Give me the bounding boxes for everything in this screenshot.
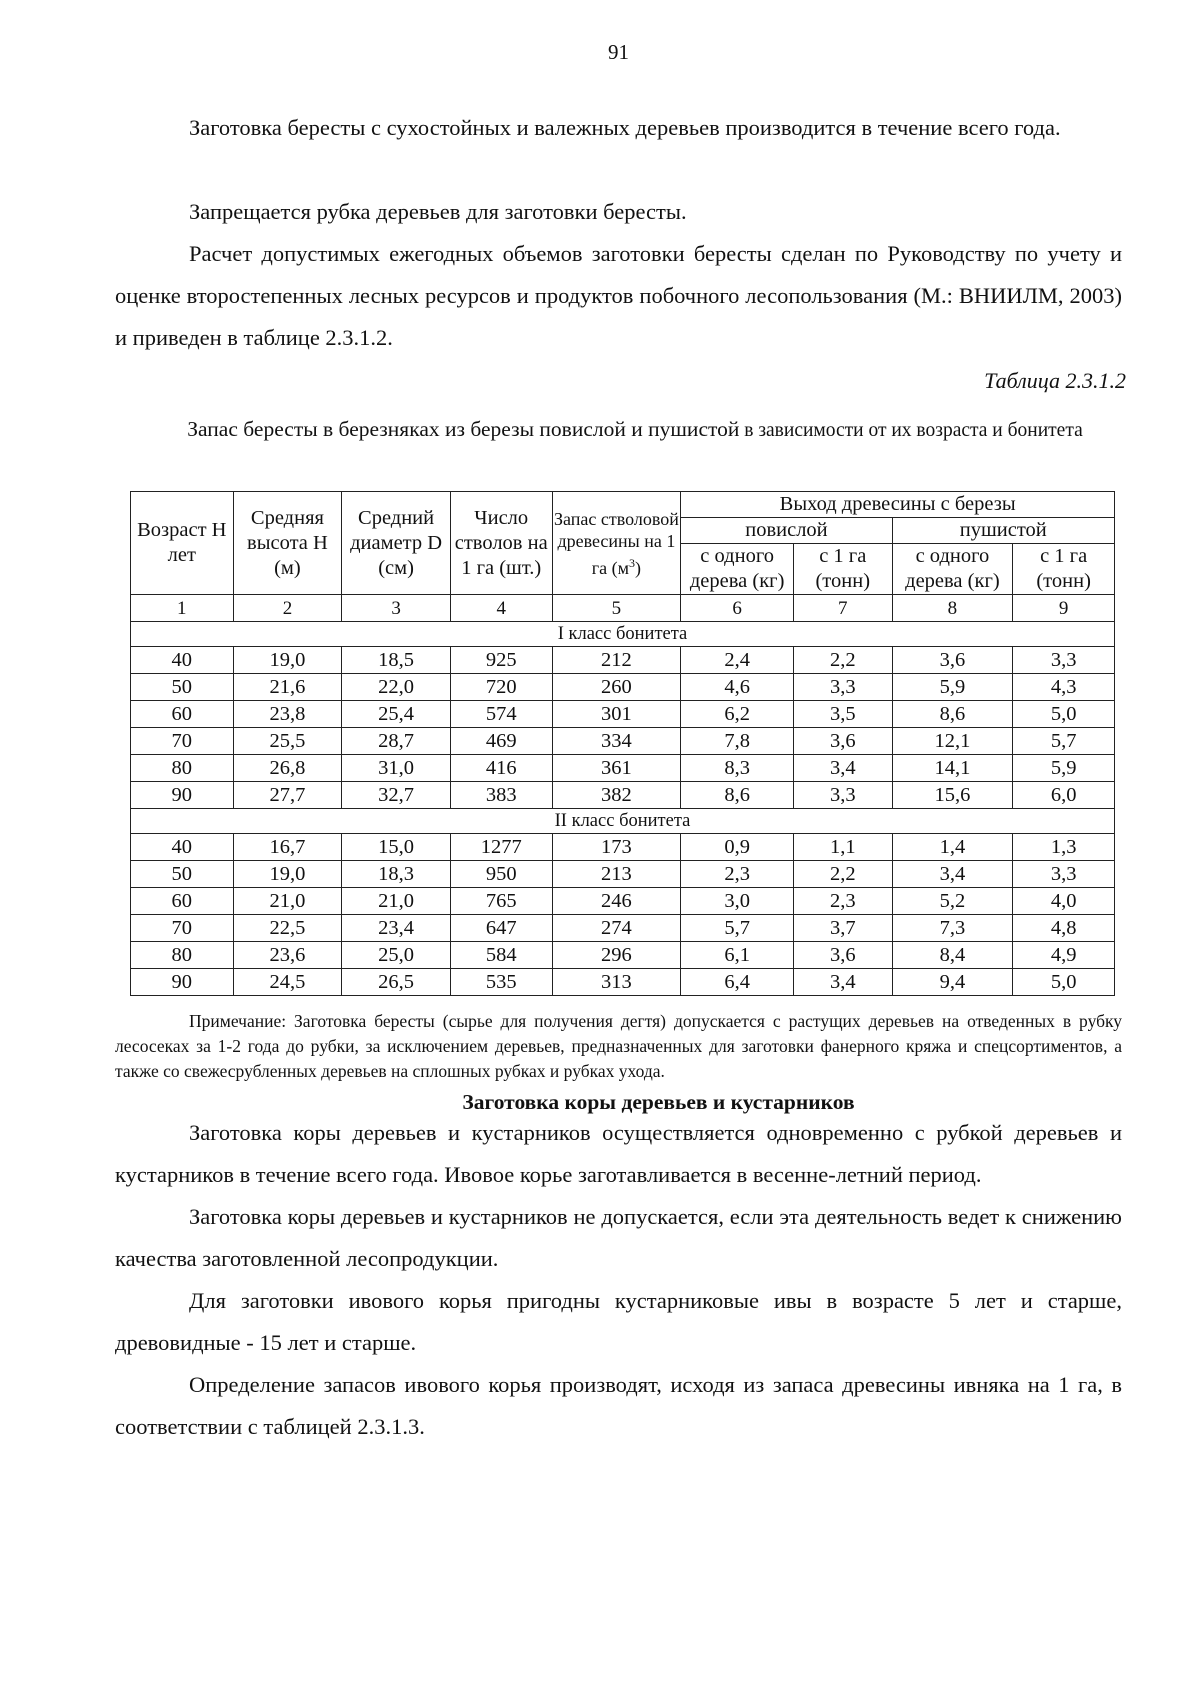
table-cell: 23,4: [342, 915, 451, 942]
table-cell: 23,6: [233, 942, 342, 969]
table-cell: 5,0: [1013, 701, 1115, 728]
table-cell: 2,2: [793, 861, 892, 888]
table-cell: 6,1: [681, 942, 794, 969]
table-cell: 334: [552, 728, 681, 755]
table-cell: 720: [450, 674, 552, 701]
table-row: [131, 915, 1115, 942]
header-stem-wood-stock-superscript: 3: [629, 555, 636, 570]
table-caption: [155, 408, 1115, 452]
table-cell: 26,8: [233, 755, 342, 782]
table-row: [131, 969, 1115, 996]
table-cell: 3,3: [1013, 861, 1115, 888]
paragraph-calculation-source: Расчет допустимых ежегодных объемов заготовки бересты сделан по Руководству по учету и оценке второстепенных лесных ресурсов и продуктов побочного лесопользования (М.: ВНИИЛМ, 2003) и приведен в таблице 2.3.1.2.: [115, 241, 1122, 350]
table-cell: 382: [552, 782, 681, 809]
table-cell: 3,0: [681, 888, 794, 915]
table-cell: 0,9: [681, 834, 794, 861]
table-cell: 22,0: [342, 674, 451, 701]
table-caption-tail: в зависимости от их возраста и бонитета: [739, 420, 1083, 441]
table-cell: 950: [450, 861, 552, 888]
header-pendula-per-ha: с 1 га (тонн): [793, 544, 892, 595]
table-cell: 584: [450, 942, 552, 969]
table-cell: 6,0: [1013, 782, 1115, 809]
header-age: Возраст Н лет: [131, 492, 234, 595]
table-cell: 5,0: [1013, 969, 1115, 996]
header-average-height: Средняя высота Н (м): [233, 492, 342, 595]
table-cell: 5,7: [1013, 728, 1115, 755]
paragraph-willow-age: Для заготовки ивового корья пригодны кустарниковые ивы в возрасте 5 лет и старше, древовидные - 15 лет и старше.: [115, 1288, 1122, 1355]
table-cell: 260: [552, 674, 681, 701]
table-cell: 40: [131, 834, 234, 861]
table-cell: 3,6: [892, 647, 1013, 674]
table-cell: 3,6: [793, 942, 892, 969]
header-pendula: повислой: [681, 518, 892, 544]
table-cell: 25,4: [342, 701, 451, 728]
table-label: Таблица 2.3.1.2: [984, 368, 1126, 393]
table-cell: 90: [131, 782, 234, 809]
table-cell: 50: [131, 674, 234, 701]
table-cell: 27,7: [233, 782, 342, 809]
table-cell: 3,4: [892, 861, 1013, 888]
paragraph-bark-harvest-timing: Заготовка коры деревьев и кустарников осуществляется одновременно с рубкой деревьев и кустарников в течение всего года. Ивовое корье заготавливается в весенне-летний период.: [115, 1120, 1122, 1187]
table-row: [131, 755, 1115, 782]
table-cell: 3,4: [793, 755, 892, 782]
site-class-row: [131, 809, 1115, 834]
section-heading: Заготовка коры деревьев и кустарников: [462, 1090, 855, 1114]
table-cell: 32,7: [342, 782, 451, 809]
table-cell: 4,8: [1013, 915, 1115, 942]
table-cell: 50: [131, 861, 234, 888]
table-cell: 246: [552, 888, 681, 915]
table-cell: 4,9: [1013, 942, 1115, 969]
table-row: [131, 674, 1115, 701]
table-cell: 3,3: [1013, 647, 1115, 674]
table-cell: 80: [131, 942, 234, 969]
table-cell: 21,0: [342, 888, 451, 915]
table-cell: 21,6: [233, 674, 342, 701]
table-cell: 9,4: [892, 969, 1013, 996]
table-cell: 1,3: [1013, 834, 1115, 861]
table-row: [131, 728, 1115, 755]
table-cell: 925: [450, 647, 552, 674]
header-stem-wood-stock-close: ): [635, 557, 642, 578]
table-cell: 19,0: [233, 861, 342, 888]
table-cell: 80: [131, 755, 234, 782]
table-cell: 3,3: [793, 674, 892, 701]
table-cell: 60: [131, 888, 234, 915]
table-cell: 70: [131, 728, 234, 755]
table-cell: 1,4: [892, 834, 1013, 861]
table-cell: 4,3: [1013, 674, 1115, 701]
table-cell: 3,6: [793, 728, 892, 755]
table-cell: 60: [131, 701, 234, 728]
table-row: [131, 942, 1115, 969]
table-cell: 4,6: [681, 674, 794, 701]
table-note: Примечание: Заготовка бересты (сырье для получения дегтя) допускается с растущих деревьев на отведенных в рубку лесосеках за 1-2 года до рубки, за исключением деревьев, предназначенных для заготовки фанерного кряжа и спецсортиментов, а также со свежесрубленных деревьев на сплошных рубках и рубках ухода.: [115, 1011, 1122, 1081]
table-row: [131, 701, 1115, 728]
table-cell: 21,0: [233, 888, 342, 915]
site-class-title: II класс бонитета: [131, 809, 1115, 834]
table-cell: 8,6: [892, 701, 1013, 728]
page-number: 91: [608, 40, 629, 64]
table-cell: 15,0: [342, 834, 451, 861]
column-number-row: [131, 595, 1115, 622]
column-number: 4: [450, 595, 552, 622]
table-cell: 7,3: [892, 915, 1013, 942]
table-cell: 274: [552, 915, 681, 942]
table-cell: 173: [552, 834, 681, 861]
paragraph-bark-harvest-restriction: Заготовка коры деревьев и кустарников не допускается, если эта деятельность ведет к снижению качества заготовленной лесопродукции.: [115, 1204, 1122, 1271]
table-cell: 2,3: [793, 888, 892, 915]
table-row: [131, 861, 1115, 888]
table-body: [131, 622, 1115, 996]
table-cell: 14,1: [892, 755, 1013, 782]
header-average-diameter: Средний диаметр D (см): [342, 492, 451, 595]
table-cell: 5,7: [681, 915, 794, 942]
table-cell: 2,2: [793, 647, 892, 674]
table-cell: 24,5: [233, 969, 342, 996]
table-cell: 15,6: [892, 782, 1013, 809]
column-number: 6: [681, 595, 794, 622]
table-cell: 1277: [450, 834, 552, 861]
table-cell: 70: [131, 915, 234, 942]
table-cell: 8,3: [681, 755, 794, 782]
table-cell: 7,8: [681, 728, 794, 755]
table-caption-main: Запас бересты в березняках из березы повислой и пушистой: [187, 417, 740, 441]
table-cell: 31,0: [342, 755, 451, 782]
table-cell: 647: [450, 915, 552, 942]
table-cell: 3,4: [793, 969, 892, 996]
column-number: 7: [793, 595, 892, 622]
table-cell: 4,0: [1013, 888, 1115, 915]
table-cell: 574: [450, 701, 552, 728]
table-cell: 18,3: [342, 861, 451, 888]
table-cell: 2,4: [681, 647, 794, 674]
table-cell: 28,7: [342, 728, 451, 755]
paragraph-birch-bark-harvest-season: Заготовка бересты с сухостойных и валежных деревьев производится в течение всего года.: [189, 115, 1061, 140]
table-cell: 416: [450, 755, 552, 782]
table-cell: 25,5: [233, 728, 342, 755]
table-cell: 8,6: [681, 782, 794, 809]
table-cell: 296: [552, 942, 681, 969]
site-class-row: [131, 622, 1115, 647]
header-pendula-per-tree: с одного дерева (кг): [681, 544, 794, 595]
site-class-title: I класс бонитета: [131, 622, 1115, 647]
table-cell: 361: [552, 755, 681, 782]
table-cell: 5,9: [892, 674, 1013, 701]
column-number: 9: [1013, 595, 1115, 622]
header-pubescens-per-tree: с одного дерева (кг): [892, 544, 1013, 595]
column-number: 1: [131, 595, 234, 622]
table-cell: 5,9: [1013, 755, 1115, 782]
table-cell: 26,5: [342, 969, 451, 996]
table-cell: 18,5: [342, 647, 451, 674]
header-trunk-count: Число стволов на 1 га (шт.): [450, 492, 552, 595]
table-cell: 16,7: [233, 834, 342, 861]
column-number: 3: [342, 595, 451, 622]
column-number: 5: [552, 595, 681, 622]
table-cell: 25,0: [342, 942, 451, 969]
header-stem-wood-stock: [552, 492, 681, 595]
table-cell: 213: [552, 861, 681, 888]
table-cell: 1,1: [793, 834, 892, 861]
table-cell: 3,7: [793, 915, 892, 942]
table-row: [131, 834, 1115, 861]
header-wood-yield: Выход древесины с березы: [681, 492, 1115, 518]
table-cell: 90: [131, 969, 234, 996]
paragraph-willow-stock-method: Определение запасов ивового корья производят, исходя из запаса древесины ивняка на 1 га, в соответствии с таблицей 2.3.1.3.: [115, 1372, 1122, 1439]
column-number: 2: [233, 595, 342, 622]
table-row: [131, 647, 1115, 674]
paragraph-felling-prohibited: Запрещается рубка деревьев для заготовки бересты.: [189, 199, 687, 224]
table-cell: 6,4: [681, 969, 794, 996]
table-cell: 6,2: [681, 701, 794, 728]
table-cell: 22,5: [233, 915, 342, 942]
table-row: [131, 888, 1115, 915]
table-cell: 19,0: [233, 647, 342, 674]
header-pubescens-per-ha: с 1 га (тонн): [1013, 544, 1115, 595]
header-stem-wood-stock-text: Запас стволовой древесины на 1 га (м: [553, 508, 679, 578]
table-cell: 212: [552, 647, 681, 674]
table-cell: 40: [131, 647, 234, 674]
table-cell: 535: [450, 969, 552, 996]
table-cell: 5,2: [892, 888, 1013, 915]
table-cell: 23,8: [233, 701, 342, 728]
header-pubescens: пушистой: [892, 518, 1114, 544]
table-cell: 3,5: [793, 701, 892, 728]
table-cell: 8,4: [892, 942, 1013, 969]
table-cell: 2,3: [681, 861, 794, 888]
table-cell: 12,1: [892, 728, 1013, 755]
column-number: 8: [892, 595, 1013, 622]
table-row: [131, 782, 1115, 809]
table-cell: 469: [450, 728, 552, 755]
table-cell: 765: [450, 888, 552, 915]
table-cell: 383: [450, 782, 552, 809]
table-cell: 313: [552, 969, 681, 996]
birch-bark-stock-table: [130, 491, 1115, 996]
table-cell: 301: [552, 701, 681, 728]
table-cell: 3,3: [793, 782, 892, 809]
